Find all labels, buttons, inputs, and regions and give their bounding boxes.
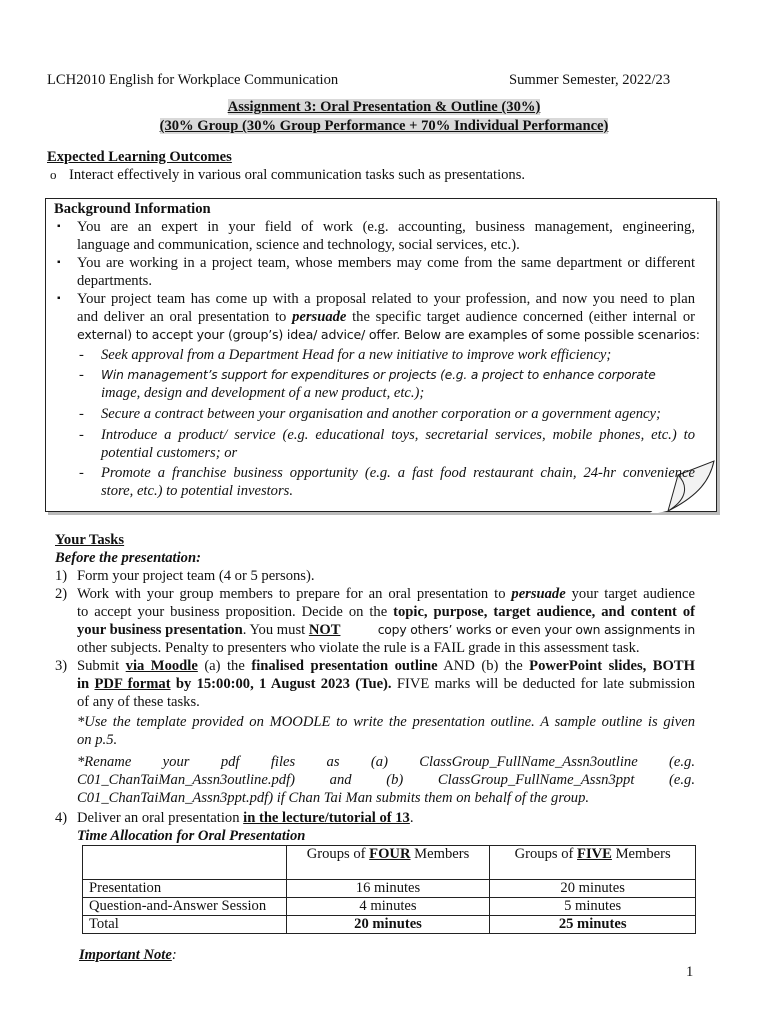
outcomes-heading: Expected Learning Outcomes [47,149,232,165]
assignment-title-line1: Assignment 3: Oral Presentation & Outline (30%) [227,99,541,115]
scenario-2-line1: Win management’s support for expenditures or projects (e.g. a project to enhance corporate [101,368,656,382]
bullet-marker: ▪ [57,221,61,232]
tasks-heading: Your Tasks [55,532,125,548]
table-row [83,916,696,934]
task-3-note2-line3: C01_ChanTaiMan_Assn3ppt.pdf) if Chan Tai Man submits them on behalf of the group. [77,790,590,806]
semester: Summer Semester, 2022/23 [509,72,671,88]
scenario-dash: - [79,367,84,383]
table-header-cell [83,846,287,880]
scenario-5-line1: Promote a franchise business opportunity (e.g. a fast food restaurant chain, 24-hr convenience [101,465,695,481]
background-b3-line3: external) to accept your (group’s) idea/ advice/ offer. Below are examples of some possible scenarios: [77,327,700,342]
background-heading: Background Information [54,201,211,217]
scenario-3: Secure a contract between your organisation and another corporation or a government agency; [101,406,661,422]
task-2-line3: your business presentation. You must NOT copy others’ works or even your own assignments in [77,622,695,638]
task-3-line2: in PDF format by 15:00:00, 1 August 2023 (Tue). FIVE marks will be deducted for late submission [77,676,695,692]
row-five-value: 5 minutes [490,898,696,916]
before-presentation-heading: Before the presentation: [55,550,201,566]
background-b3-line2: and deliver an oral presentation to persuade the specific target audience concerned (either internal or [77,309,695,325]
scenario-1: Seek approval from a Department Head for a new initiative to improve work efficiency; [101,347,612,363]
background-b3-line1: Your project team has come up with a proposal related to your profession, and now you need to plan [77,291,695,307]
bullet-marker: ▪ [57,257,61,268]
row-label: Question-and-Answer Session [83,898,287,916]
background-b2-line1: You are working in a project team, whose members may come from the same department or different [77,255,695,271]
background-b1-line1: You are an expert in your field of work (e.g. accounting, business management, engineering, [77,219,695,235]
row-five-value: 25 minutes [490,916,696,934]
task-4: Deliver an oral presentation in the lecture/tutorial of 13. [77,810,414,826]
scenario-5-line2: store, etc.) to potential investors. [101,483,293,499]
table-header-row [83,846,696,880]
task-2-line2: to accept your business proposition. Decide on the topic, purpose, target audience, and content of [77,604,696,620]
task-2-line1: Work with your group members to prepare for an oral presentation to persuade your target audience [77,586,695,602]
outcome-bullet: o [50,167,57,182]
scenario-dash: - [79,347,84,363]
scenario-4-line1: Introduce a product/ service (e.g. educational toys, secretarial services, mobile phones, etc.) to [101,427,695,443]
course-title: LCH2010 English for Workplace Communication [47,72,339,88]
task-3-note1-line2: on p.5. [77,732,118,748]
scenario-4-line2: potential customers; or [101,445,238,461]
task-3-line1: Submit via Moodle (a) the finalised presentation outline AND (b) the PowerPoint slides, BOTH [77,658,695,674]
scenario-dash: - [79,465,84,481]
row-four-value: 20 minutes [286,916,490,934]
background-b2-line2: departments. [77,273,152,289]
task-2-line4: other subjects. Penalty to presenters who violate the rule is a FAIL grade in this assessment task. [77,640,640,656]
bullet-marker: ▪ [57,293,61,304]
persuade-emphasis: persuade [292,309,347,325]
assignment-title-line2: (30% Group (30% Group Performance + 70% Individual Performance) [159,118,609,134]
task-number: 1) [55,568,68,584]
task-3-note2-line2: C01_ChanTaiMan_Assn3outline.pdf) and (b) ClassGroup_FullName_Assn3ppt (e.g. [77,772,695,788]
page-number: 1 [686,964,694,980]
important-note: Important Note: [79,947,177,963]
row-label: Presentation [83,880,287,898]
task-1: Form your project team (4 or 5 persons). [77,568,315,584]
time-allocation-heading: Time Allocation for Oral Presentation [77,828,306,844]
scenario-dash: - [79,427,84,443]
scenario-dash: - [79,406,84,422]
background-b1-line2: language and communication, science and technology, social services, etc.). [77,237,520,253]
task-3-line3: of any of these tasks. [77,694,200,710]
task-3-note1-line1: *Use the template provided on MOODLE to write the presentation outline. A sample outline is given [77,714,695,730]
row-label: Total [83,916,287,934]
time-allocation-table [82,845,696,934]
scenario-2-line2: image, design and development of a new product, etc.); [101,385,425,401]
task-3-note2-line1: *Rename your pdf files as (a) ClassGroup_FullName_Assn3outline (e.g. [77,754,695,770]
row-four-value: 16 minutes [286,880,490,898]
table-row [83,880,696,898]
table-header-four: Groups of FOUR Members [286,846,490,880]
row-five-value: 20 minutes [490,880,696,898]
task-number: 3) [55,658,68,674]
outcome-item: Interact effectively in various oral communication tasks such as presentations. [69,167,526,183]
table-header-five: Groups of FIVE Members [490,846,696,880]
task-number: 2) [55,586,68,602]
table-row [83,898,696,916]
row-four-value: 4 minutes [286,898,490,916]
task-number: 4) [55,810,68,826]
